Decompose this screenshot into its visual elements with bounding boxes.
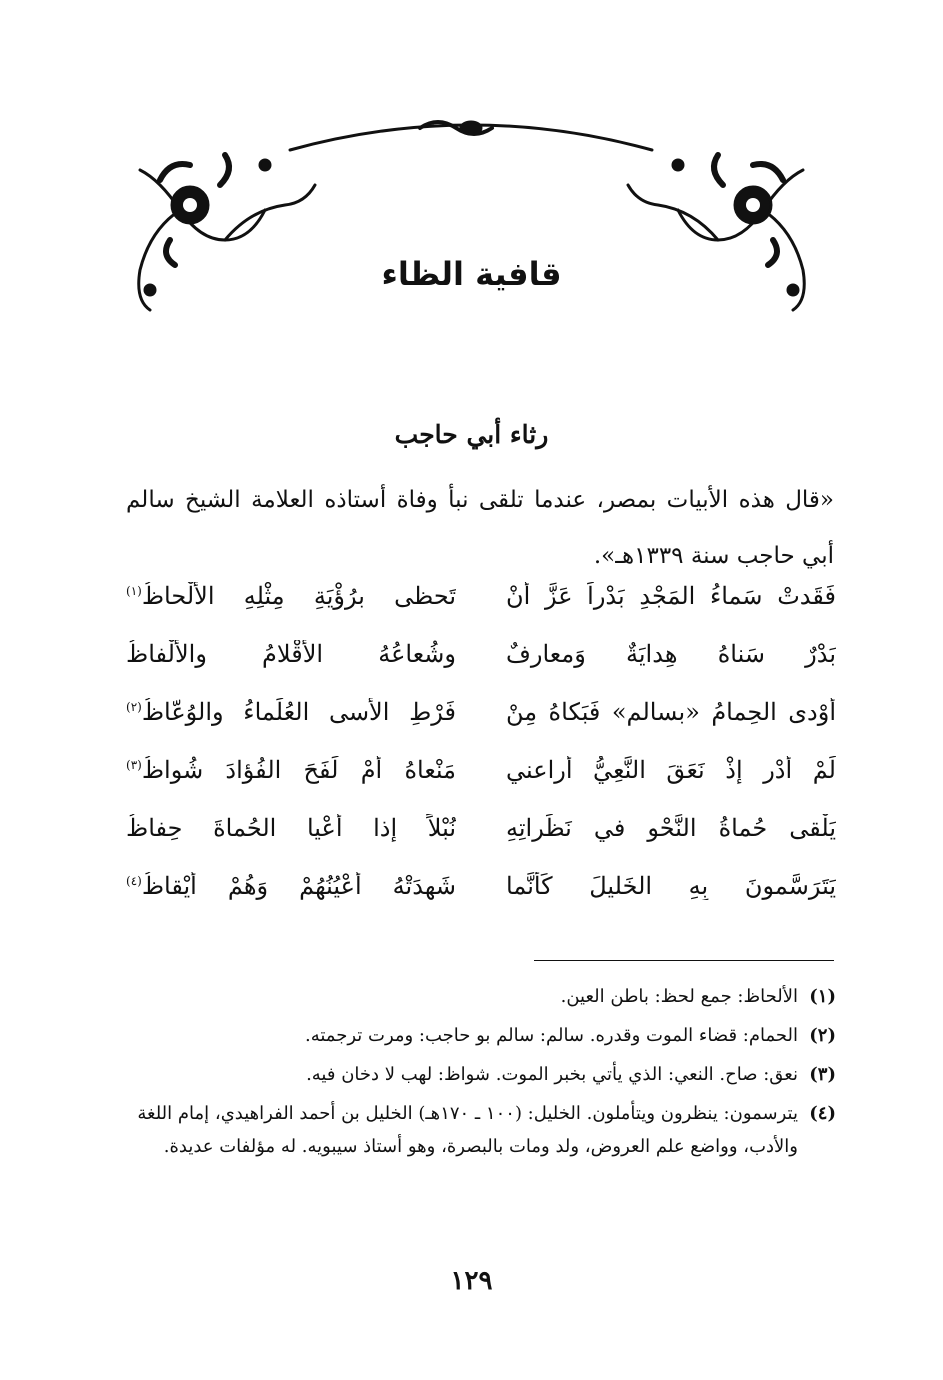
chapter-title: قافية الظاء: [381, 255, 562, 293]
verse-second-hemistich: مَنْعاهُ أَمْ لَفَحَ الفُؤادَ شُواظُ$^{(٣)}$: [126, 756, 456, 784]
footnote-1: [126, 980, 836, 1013]
verse-second-hemistich: شَهِدَتْهُ أَعْيُنُهُمْ وَهُمْ أَيْقاظُ$^{(٤)}$: [126, 872, 456, 900]
footnotes: [126, 980, 836, 1169]
verse-2: [126, 634, 836, 692]
verse-1: [126, 576, 836, 634]
footnote-number: (٤): [809, 1103, 836, 1124]
footnote-ref[interactable]: (١): [126, 584, 142, 598]
poem-intro: «قال هذه الأبيات بمصر، عندما تلقى نبأ وفاة أستاذه العلامة الشيخ سالم أبي حاجب سنة ١٣٣٩هـ».: [126, 487, 834, 569]
verse-first-hemistich: يَلْقى حُماةُ النَّحْوِ في نَظَراتِهِ: [506, 814, 836, 842]
footnote-2: [126, 1019, 836, 1052]
verse-6: [126, 866, 836, 924]
footnote-divider: [534, 960, 834, 961]
footnote-3: [126, 1058, 836, 1091]
footnote-text: يترسمون: ينظرون ويتأملون. الخليل: (١٠٠ ـ ١٧٠هـ) الخليل بن أحمد الفراهيدي، إمام اللغة والأدب، وواضع علم العروض، ولد ومات بالبصرة، وهو أستاذ سيبويه. له مؤلفات عديدة.: [137, 1103, 798, 1157]
footnote-4: [126, 1097, 836, 1163]
verse-second-hemistich: فَرْطِ الأسى العُلَماءُ والوُعّاظُ$^{(٢)}$: [126, 698, 456, 726]
verse-first-hemistich: بَدْرٌ سَناهُ هِدايَةٌ وَمعارِفٌ: [506, 640, 836, 668]
footnote-text: الحمام: قضاء الموت وقدره. سالم: سالم بو حاجب: ومرت ترجمته.: [305, 1025, 798, 1046]
verse-second-hemistich: تَحظى برُؤْيَةِ مِثْلِهِ الأَلْحاظُ$^{(١)}$: [126, 582, 456, 610]
footnote-number: (٢): [809, 1025, 836, 1046]
footnote-number: (١): [809, 986, 836, 1007]
verse-first-hemistich: لَمْ أَدْرِ إذْ نَعَقَ النَّعِيُّ أَراعني: [506, 756, 836, 784]
verse-second-hemistich: وشُعاعُهُ الأَقْلامُ والأَلْفاظُ: [126, 640, 456, 668]
verse-3: [126, 692, 836, 750]
page-number: ١٢٩: [450, 1266, 493, 1296]
verse-5: [126, 808, 836, 866]
poem-title: رثاء أبي حاجب: [394, 420, 549, 449]
verse-first-hemistich: أَوْدى الحِمامُ «بسالمٍ» فَبَكاهُ مِنْ: [506, 698, 836, 726]
verse-second-hemistich: نُبْلاً إذا أَعْيا الحُماةَ حِفاظُ: [126, 814, 456, 842]
poem-verses: [126, 576, 836, 924]
footnote-number: (٣): [809, 1064, 836, 1085]
footnote-text: الألحاظ: جمع لحظ: باطن العين.: [560, 986, 798, 1007]
footnote-ref[interactable]: (٢): [126, 700, 142, 714]
footnote-ref[interactable]: (٤): [126, 874, 142, 888]
footnote-ref[interactable]: (٣): [126, 758, 142, 772]
verse-first-hemistich: يَتَرَسَّمونَ بِهِ الخَليلَ كَأَنَّما: [506, 872, 836, 900]
verse-4: [126, 750, 836, 808]
verse-first-hemistich: فَقَدتْ سَماءُ المَجْدِ بَدْراً عَزَّ أَنْ: [506, 582, 836, 610]
footnote-text: نعق: صاح. النعي: الذي يأتي بخبر الموت. شواظ: لهب لا دخان فيه.: [306, 1064, 798, 1085]
